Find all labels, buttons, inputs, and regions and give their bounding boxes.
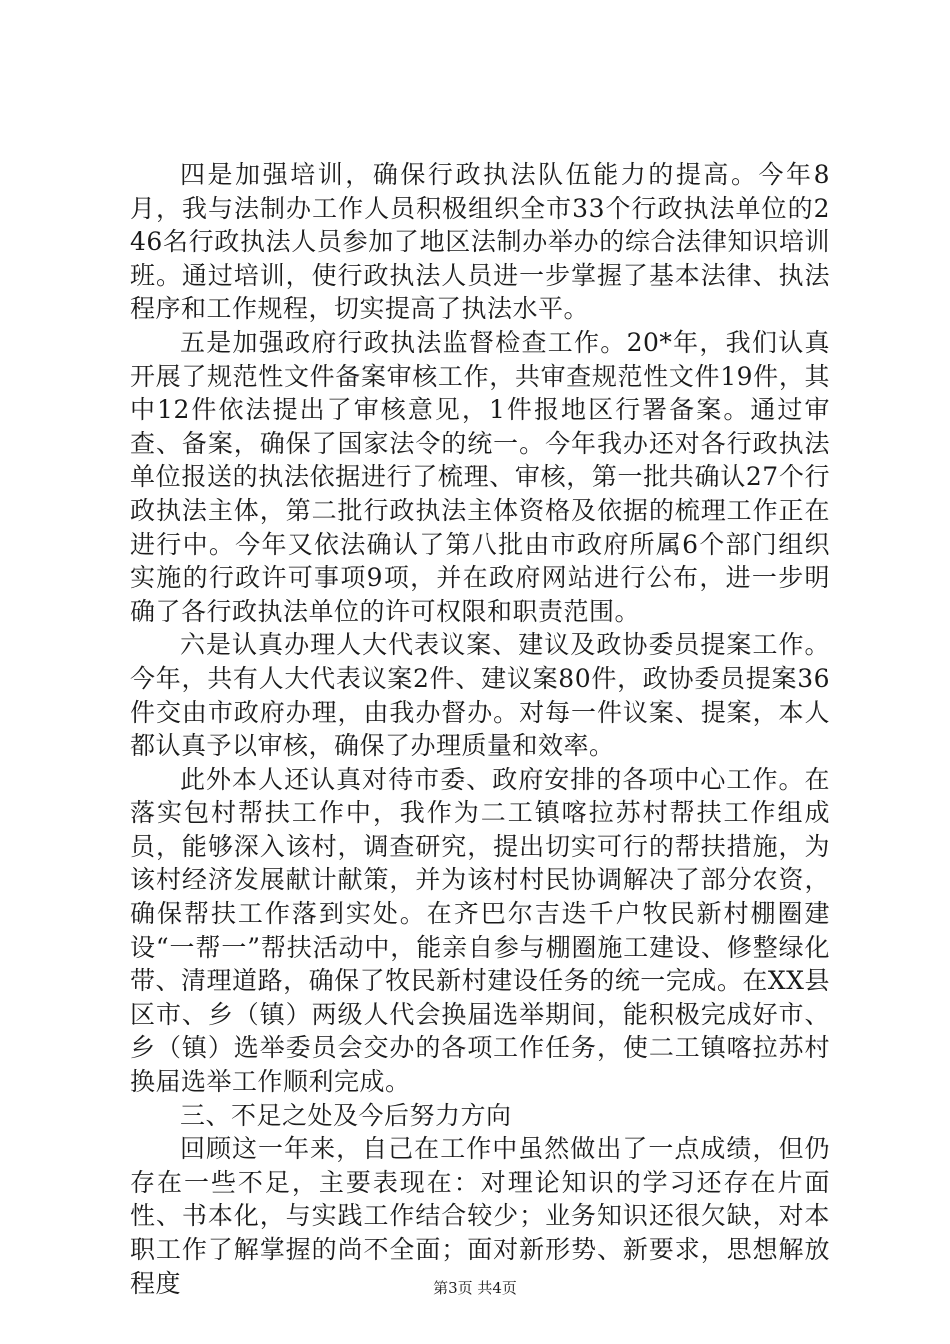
paragraph-proposals: 六是认真办理人大代表议案、建议及政协委员提案工作。今年，共有人大代表议案2件、建议案80件，政协委员提案36件交由市政府办理，由我办督办。对每一件议案、提案，本人都认真予以审核，确保了办理质量和效率。: [130, 630, 830, 761]
paragraph-supervision: 五是加强政府行政执法监督检查工作。20*年，我们认真开展了规范性文件备案审核工作，共审查规范性文件19件，其中12件依法提出了审核意见，1件报地区行署备案。通过审查、备案，确保了国家法令的统一。今年我办还对各行政执法单位报送的执法依据进行了梳理、审核，第一批共确认27个行政执法主体，第二批行政执法主体资格及依据的梳理工作正在进行中。今年又依法确认了第八批由市政府所属6个部门组织实施的行政许可事项9项，并在政府网站进行公布，进一步明确了各行政执法单位的许可权限和职责范围。: [130, 327, 830, 626]
paragraph-central-work: 此外本人还认真对待市委、政府安排的各项中心工作。在落实包村帮扶工作中，我作为二工镇喀拉苏村帮扶工作组成员，能够深入该村，调查研究，提出切实可行的帮扶措施，为该村经济发展献计献策，并为该村村民协调解决了部分农资，确保帮扶工作落到实处。在齐巴尔吉迭千户牧民新村棚圈建设“一帮一”帮扶活动中，能亲自参与棚圈施工建设、修整绿化带、清理道路，确保了牧民新村建设任务的统一完成。在XX县区市、乡（镇）两级人代会换届选举期间，能积极完成好市、乡（镇）选举委员会交办的各项工作任务，使二工镇喀拉苏村换届选举工作顺利完成。: [130, 764, 830, 1097]
document-body: [130, 158, 830, 1300]
section-heading: 三、不足之处及今后努力方向: [180, 1100, 512, 1130]
page-number-footer: 第3页 共4页: [433, 1279, 517, 1297]
paragraph-training: 四是加强培训，确保行政执法队伍能力的提高。今年8月，我与法制办工作人员积极组织全市33个行政执法单位的246名行政执法人员参加了地区法制办举办的综合法律知识培训班。通过培训，使行政执法人员进一步掌握了基本法律、执法程序和工作规程，切实提高了执法水平。: [130, 160, 830, 324]
paragraph-shortcomings: 回顾这一年来，自己在工作中虽然做出了一点成绩，但仍存在一些不足，主要表现在：对理论知识的学习还存在片面性、书本化，与实践工作结合较少；业务知识还很欠缺，对本职工作了解掌握的尚不全面；面对新形势、新要求，思想解放程度: [130, 1134, 830, 1298]
